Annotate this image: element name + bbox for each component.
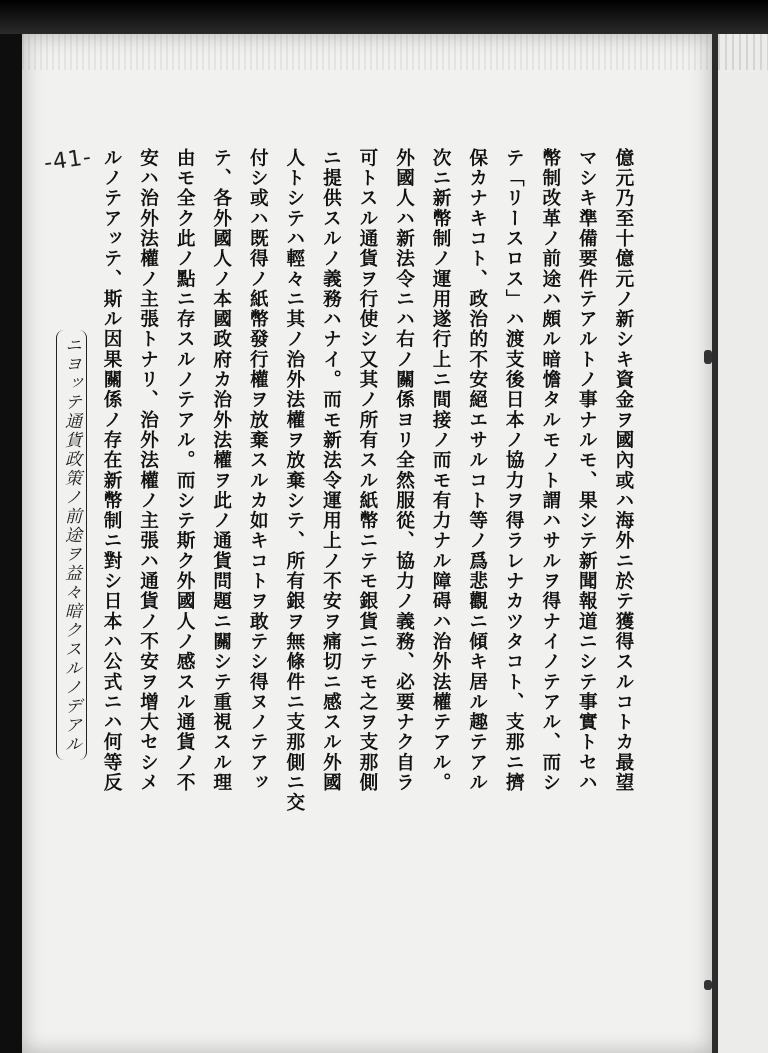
vertical-text-body <box>100 148 635 988</box>
adjacent-page-edge <box>718 34 768 1053</box>
text-column: テ、各外國人ノ本國政府カ治外法權ヲ此ノ通貨問題ニ關シテ重視スル理 <box>210 148 232 793</box>
binding-mark <box>704 980 712 990</box>
text-column: 人トシテハ輕々ニ其ノ治外法權ヲ放棄シテ、所有銀ヲ無條件ニ支那側ニ交 <box>283 148 305 813</box>
text-column: ニ提供スルノ義務ハナイ。而モ新法令運用上ノ不安ヲ痛切ニ感スル外國 <box>320 148 342 793</box>
text-column: 億元乃至十億元ノ新シキ資金ヲ國內或ハ海外ニ於テ獲得スルコトカ最望 <box>612 148 634 793</box>
text-column: ルノテアッテ、斯ル因果關係ノ存在新幣制ニ對シ日本ハ公式ニハ何等反 <box>101 148 122 793</box>
text-column: 可トスル通貨ヲ行使シ又其ノ所有スル紙幣ニテモ銀貨ニテモ之ヲ支那側 <box>356 148 378 793</box>
text-column: 保カナキコト、政治的不安絕エサルコト等ノ爲悲觀ニ傾キ居ル趣テアル <box>466 148 488 793</box>
text-column: 安ハ治外法權ノ主張トナリ、治外法權ノ主張ハ通貨ノ不安ヲ增大セシメ <box>137 148 159 793</box>
text-column: 由モ全ク此ノ點ニ存スルノテアル。而シテ斯ク外國人ノ感スル通貨ノ不 <box>174 148 196 793</box>
binding-mark <box>704 350 712 364</box>
text-column: テ「リースロス」ハ渡支後日本ノ協力ヲ得ラレナカツタコト、支那ニ擠 <box>503 148 525 793</box>
scan-top-shadow <box>0 0 768 34</box>
text-column: マシキ準備要件テアルトノ事ナルモ、果シテ新聞報道ニシテ事實トセハ <box>576 148 598 793</box>
page-number: -41- <box>42 144 94 177</box>
handwritten-margin-note: ニヨッテ通貨政策ノ前途ヲ益々暗クスルノデアル <box>56 330 87 760</box>
text-column: 次ニ新幣制ノ運用遂行上ニ間接ノ而モ有力ナル障碍ハ治外法權テアル。 <box>430 148 452 793</box>
text-column: 幣制改革ノ前途ハ頗ル暗憺タルモノト謂ハサルヲ得ナイノテアル、而シ <box>539 148 561 793</box>
text-column: 付シ或ハ既得ノ紙幣發行權ヲ放棄スルカ如キコトヲ敢テシ得ヌノテアッ <box>247 148 269 793</box>
text-column: 外國人ハ新法令ニハ右ノ關係ヨリ全然服從、協力ノ義務、必要ナク自ラ <box>393 148 415 793</box>
